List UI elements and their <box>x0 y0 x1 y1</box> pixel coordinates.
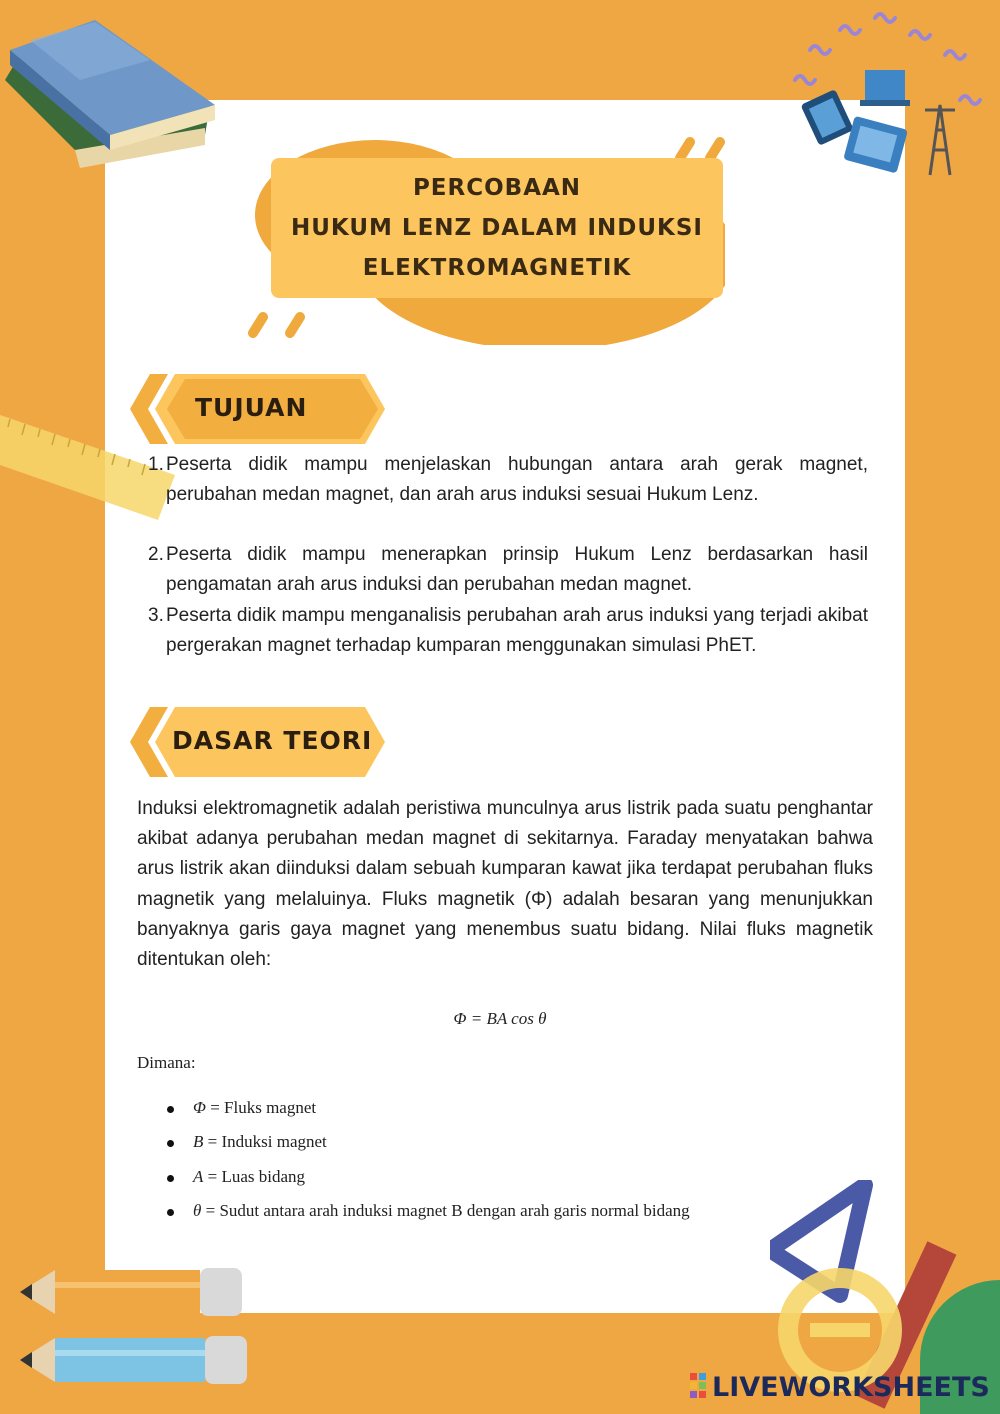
list-item <box>142 540 868 600</box>
tujuan-heading: TUJUAN <box>195 393 308 422</box>
dasar-teori-heading: DASAR TEORI <box>172 726 373 755</box>
dimana-label: Dimana: <box>137 1053 196 1072</box>
variable-desc: = Sudut antara arah induksi magnet B dengan arah garis normal bidang <box>201 1201 690 1221</box>
list-item <box>165 1167 690 1201</box>
variable-symbol: Φ <box>193 1098 206 1117</box>
brand-logo <box>690 1372 990 1403</box>
list-number: 1. <box>148 454 164 475</box>
variable-symbol: θ <box>193 1201 202 1221</box>
variable-desc: = Fluks magnet <box>205 1098 317 1117</box>
electronics-icon <box>780 10 995 185</box>
bullet-icon <box>167 1106 174 1113</box>
pencils-icon <box>15 1262 255 1392</box>
variable-symbol: B <box>193 1132 204 1152</box>
list-number: 3. <box>148 605 164 626</box>
bullet-icon <box>167 1140 174 1147</box>
list-text: Peserta didik mampu menerapkan prinsip Hukum Lenz berdasarkan hasil pengamatan arah arus induksi dan perubahan medan magnet. <box>166 544 868 596</box>
list-text: Peserta didik mampu menganalisis perubahan arah arus induksi yang terjadi akibat pergerakan magnet terhadap kumparan menggunakan simulasi PhET. <box>166 605 868 657</box>
brand-mark-icon <box>690 1373 708 1399</box>
variable-list <box>165 1098 690 1236</box>
list-item <box>142 450 868 510</box>
list-number: 2. <box>148 544 164 565</box>
dasar-teori-paragraph: Induksi elektromagnetik adalah peristiwa munculnya arus listrik pada suatu penghantar akibat adanya perubahan medan magnet di sekitarnya. Faraday menyatakan bahwa arus listrik akan diinduksi dalam sebuah kumparan kawat jika terdapat perubahan fluks magnetik yang melaluinya. Fluks magnetik (Φ) adalah besaran yang menunjukkan banyaknya garis gaya magnet yang menembus suatu bidang. Nilai fluks magnetik ditentukan oleh: <box>137 798 873 971</box>
list-text: Peserta didik mampu menjelaskan hubungan antara arah gerak magnet, perubahan medan magnet, dan arah arus induksi sesuai Hukum Lenz. <box>166 454 868 506</box>
variable-desc: = Induksi magnet <box>203 1132 327 1152</box>
brand-text: LIVEWORKSHEETS <box>712 1372 990 1403</box>
title-box <box>271 158 723 298</box>
books-icon <box>0 10 230 175</box>
variable-symbol: A <box>193 1166 204 1186</box>
bullet-icon <box>167 1175 174 1182</box>
title-line-1: PERCOBAAN <box>412 175 582 201</box>
list-item <box>165 1098 690 1132</box>
bullet-icon <box>167 1209 174 1216</box>
title-line-3: ELEKTROMAGNETIK <box>362 255 632 281</box>
list-item <box>165 1201 690 1235</box>
flux-formula: Φ = BA cos θ <box>453 1009 547 1028</box>
list-item <box>165 1132 690 1166</box>
variable-desc: = Luas bidang <box>203 1166 306 1186</box>
list-item <box>142 601 868 661</box>
title-line-2: HUKUM LENZ DALAM INDUKSI <box>291 215 703 241</box>
